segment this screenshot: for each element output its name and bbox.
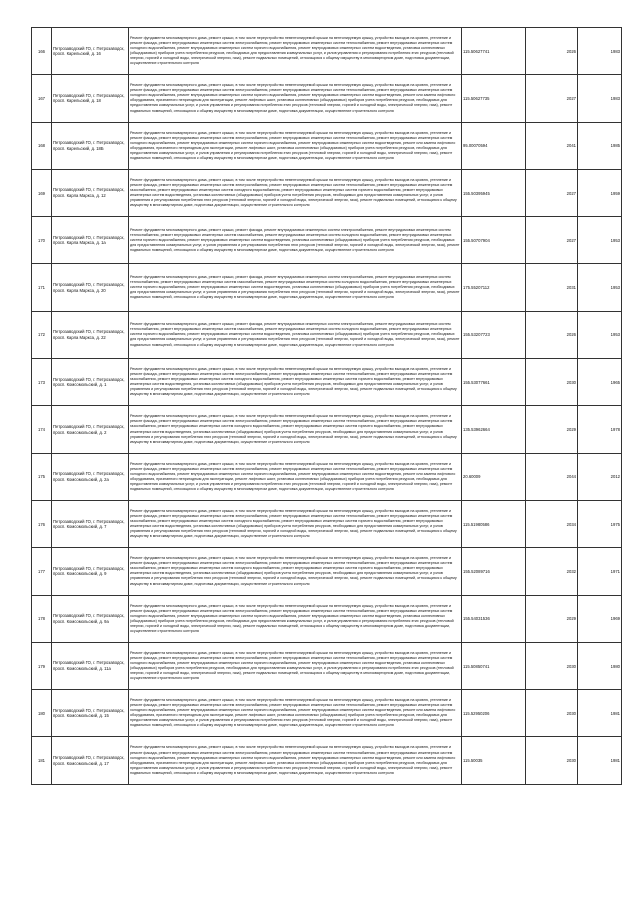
row-sum: 155.50707904 — [462, 217, 526, 264]
row-build-year: 1980 — [578, 642, 622, 689]
row-address: Петрозаводский ГО, г. Петрозаводск, просп. Комсомольский, д. 2 — [52, 406, 129, 453]
row-build-year: 1953 — [578, 264, 622, 311]
row-sum: 175.55207112 — [462, 264, 526, 311]
table-row — [32, 311, 622, 358]
table-row — [32, 737, 622, 784]
table-row — [32, 75, 622, 122]
row-sum: 115.51980586 — [462, 500, 526, 547]
row-sum: 115.50627735 — [462, 75, 526, 122]
row-plan-year: 2027 — [526, 169, 578, 216]
row-plan-year: 2034 — [526, 500, 578, 547]
capital-repair-table — [31, 27, 622, 785]
row-number: 174 — [32, 406, 52, 453]
row-build-year: 1959 — [578, 169, 622, 216]
row-build-year: 1971 — [578, 548, 622, 595]
table-row — [32, 28, 622, 75]
row-address: Петрозаводский ГО, г. Петрозаводск, просп. Комсомольский, д. 11а — [52, 642, 129, 689]
row-sum: 155.52089716 — [462, 548, 526, 595]
row-address: Петрозаводский ГО, г. Петрозаводск, просп. Комсомольский, д. 7 — [52, 500, 129, 547]
table-row — [32, 217, 622, 264]
row-sum: 115.50627741 — [462, 28, 526, 75]
row-sum: 155.54031536 — [462, 595, 526, 642]
row-plan-year: 2030 — [526, 690, 578, 737]
row-works: Ремонт фундамента многоквартирного дома, ремонт крыши, в том числе переустройство невентилируемой крыши на вентилируемую крышу, устройство выходов на кровлю, утепление и ремонт фасада, ремонт внутридомовых инженерных систем электроснабжения, ремонт внутридомовых инженерных систем теплоснабжения, ремонт внутридомовых инженерных систем газоснабжения, ремонт внутридомовых инженерных систем холодного водоснабжения, ремонт внутридомовых инженерных систем горячего водоснабжения, ремонт внутридомовых инженерных систем водоотведения, установка коллективных (общедомовых) приборов учета потребления ресурсов, необходимых для предоставления коммунальных услуг, и узлов управления и регулирования потребления этих ресурсов (тепловой энергии, горячей и холодной воды, электрической энергии, газа), ремонт подвальных помещений, относящихся к общему имуществу в многоквартирном доме, подготовка документации, осуществление строительного контроля — [129, 500, 462, 547]
row-address: Петрозаводский ГО, г. Петрозаводск, просп. Комсомольский, д. 9а — [52, 595, 129, 642]
row-number: 173 — [32, 359, 52, 406]
row-address: Петрозаводский ГО, г. Петрозаводск, просп. Комсомольский, д. 9 — [52, 548, 129, 595]
row-address: Петрозаводский ГО, г. Петрозаводск, просп. Карла Маркса, д. 12 — [52, 169, 129, 216]
row-plan-year: 2030 — [526, 642, 578, 689]
row-sum: 155.53207723 — [462, 311, 526, 358]
row-address: Петрозаводский ГО, г. Петрозаводск, просп. Карельский, д. 18 — [52, 75, 129, 122]
row-address: Петрозаводский ГО, г. Петрозаводск, просп. Комсомольский, д. 17 — [52, 737, 129, 784]
row-build-year: 1975 — [578, 500, 622, 547]
row-number: 180 — [32, 690, 52, 737]
row-plan-year: 2029 — [526, 406, 578, 453]
row-plan-year: 2031 — [526, 264, 578, 311]
row-works: Ремонт фундамента многоквартирного дома, ремонт крыши, в том числе переустройство невентилируемой крыши на вентилируемую крышу, устройство выходов на кровлю, утепление и ремонт фасада, ремонт внутридомовых инженерных систем электроснабжения, ремонт внутридомовых инженерных систем теплоснабжения, ремонт внутридомовых инженерных систем холодного водоснабжения, ремонт внутридомовых инженерных систем горячего водоснабжения, ремонт внутридомовых инженерных систем водоотведения, ремонт или замена лифтового оборудования, признанного непригодным для эксплуатации, ремонт лифтовых шахт, установка коллективных (общедомовых) приборов учета потребления ресурсов, необходимых для предоставления коммунальных услуг, и узлов управления и регулирования потребления этих ресурсов (тепловой энергии, горячей и холодной воды, электрической энергии, газа), ремонт подвальных помещений, относящихся к общему имуществу в многоквартирном доме, подготовка документации, осуществление строительного контроля — [129, 75, 462, 122]
row-plan-year: 2026 — [526, 311, 578, 358]
row-works: Ремонт фундамента многоквартирного дома, ремонт крыши, в том числе переустройство невентилируемой крыши на вентилируемую крышу, устройство выходов на кровлю, утепление и ремонт фасада, ремонт внутридомовых инженерных систем электроснабжения, ремонт внутридомовых инженерных систем теплоснабжения, ремонт внутридомовых инженерных систем холодного водоснабжения, ремонт внутридомовых инженерных систем горячего водоснабжения, ремонт внутридомовых инженерных систем водоотведения, ремонт или замена лифтового оборудования, признанного непригодным для эксплуатации, ремонт лифтовых шахт, установка коллективных (общедомовых) приборов учета потребления ресурсов, необходимых для предоставления коммунальных услуг, и узлов управления и регулирования потребления этих ресурсов (тепловой энергии, горячей и холодной воды, электрической энергии, газа), ремонт подвальных помещений, относящихся к общему имуществу в многоквартирном доме, подготовка документации, осуществление строительного контроля — [129, 122, 462, 169]
row-address: Петрозаводский ГО, г. Петрозаводск, просп. Комсомольский, д. 1 — [52, 359, 129, 406]
row-sum: 155.50395945 — [462, 169, 526, 216]
row-works: Ремонт фундамента многоквартирного дома, ремонт крыши, в том числе переустройство невентилируемой крыши на вентилируемую крышу, устройство выходов на кровлю, утепление и ремонт фасада, ремонт внутридомовых инженерных систем электроснабжения, ремонт внутридомовых инженерных систем теплоснабжения, ремонт внутридомовых инженерных систем газоснабжения, ремонт внутридомовых инженерных систем холодного водоснабжения, ремонт внутридомовых инженерных систем горячего водоснабжения, ремонт внутридомовых инженерных систем водоотведения, установка коллективных (общедомовых) приборов учета потребления ресурсов, необходимых для предоставления коммунальных услуг, и узлов управления и регулирования потребления этих ресурсов (тепловой энергии, горячей и холодной воды, электрической энергии, газа), ремонт подвальных помещений, относящихся к общему имуществу в многоквартирном доме, подготовка документации, осуществление строительного контроля — [129, 359, 462, 406]
table-row — [32, 264, 622, 311]
row-works: Ремонт фундамента многоквартирного дома, ремонт крыши, в том числе переустройство невентилируемой крыши на вентилируемую крышу, устройство выходов на кровлю, утепление и ремонт фасада, ремонт внутридомовых инженерных систем электроснабжения, ремонт внутридомовых инженерных систем теплоснабжения, ремонт внутридомовых инженерных систем холодного водоснабжения, ремонт внутридомовых инженерных систем горячего водоснабжения, ремонт внутридомовых инженерных систем водоотведения, ремонт или замена лифтового оборудования, признанного непригодным для эксплуатации, ремонт лифтовых шахт, установка коллективных (общедомовых) приборов учета потребления ресурсов, необходимых для предоставления коммунальных услуг, и узлов управления и регулирования потребления этих ресурсов (тепловой энергии, горячей и холодной воды, электрической энергии, газа), ремонт подвальных помещений, относящихся к общему имуществу в многоквартирном доме, подготовка документации, осуществление строительного контроля — [129, 690, 462, 737]
table-row — [32, 595, 622, 642]
row-number: 170 — [32, 217, 52, 264]
row-number: 177 — [32, 548, 52, 595]
row-address: Петрозаводский ГО, г. Петрозаводск, просп. Карла Маркса, д. 1а — [52, 217, 129, 264]
row-plan-year: 2044 — [526, 453, 578, 500]
row-build-year: 1983 — [578, 75, 622, 122]
row-number: 178 — [32, 595, 52, 642]
row-works: Ремонт фундамента многоквартирного дома, ремонт крыши, в том числе переустройство невентилируемой крыши на вентилируемую крышу, устройство выходов на кровлю, утепление и ремонт фасада, ремонт внутридомовых инженерных систем электроснабжения, ремонт внутридомовых инженерных систем теплоснабжения, ремонт внутридомовых инженерных систем холодного водоснабжения, ремонт внутридомовых инженерных систем горячего водоснабжения, ремонт внутридомовых инженерных систем водоотведения, ремонт или замена лифтового оборудования, признанного непригодным для эксплуатации, ремонт лифтовых шахт, установка коллективных (общедомовых) приборов учета потребления ресурсов, необходимых для предоставления коммунальных услуг, и узлов управления и регулирования потребления этих ресурсов (тепловой энергии, горячей и холодной воды, электрической энергии, газа), ремонт подвальных помещений, относящихся к общему имуществу в многоквартирном доме, подготовка документации, осуществление строительного контроля — [129, 453, 462, 500]
row-plan-year: 2029 — [526, 595, 578, 642]
row-address: Петрозаводский ГО, г. Петрозаводск, просп. Комсомольский, д. 2а — [52, 453, 129, 500]
row-works: Ремонт фундамента многоквартирного дома, ремонт крыши, в том числе переустройство невентилируемой крыши на вентилируемую крышу, устройство выходов на кровлю, утепление и ремонт фасада, ремонт внутридомовых инженерных систем электроснабжения, ремонт внутридомовых инженерных систем теплоснабжения, ремонт внутридомовых инженерных систем холодного водоснабжения, ремонт внутридомовых инженерных систем горячего водоснабжения, ремонт внутридомовых инженерных систем водоотведения, установка коллективных (общедомовых) приборов учета потребления ресурсов, необходимых для предоставления коммунальных услуг, и узлов управления и регулирования потребления этих ресурсов (тепловой энергии, горячей и холодной воды, электрической энергии, газа), ремонт подвальных помещений, относящихся к общему имуществу в многоквартирном доме, подготовка документации, осуществление строительного контроля — [129, 642, 462, 689]
row-works: Ремонт фундамента многоквартирного дома, ремонт крыши, в том числе переустройство невентилируемой крыши на вентилируемую крышу, устройство выходов на кровлю, утепление и ремонт фасада, ремонт внутридомовых инженерных систем электроснабжения, ремонт внутридомовых инженерных систем теплоснабжения, ремонт внутридомовых инженерных систем холодного водоснабжения, ремонт внутридомовых инженерных систем горячего водоснабжения, ремонт внутридомовых инженерных систем водоотведения, установка коллективных (общедомовых) приборов учета потребления ресурсов, необходимых для предоставления коммунальных услуг, и узлов управления и регулирования потребления этих ресурсов (тепловой энергии, горячей и холодной воды, электрической энергии, газа), ремонт подвальных помещений, относящихся к общему имуществу в многоквартирном доме, подготовка документации, осуществление строительного контроля — [129, 28, 462, 75]
row-build-year: 1978 — [578, 406, 622, 453]
row-build-year: 1985 — [578, 122, 622, 169]
row-works: Ремонт фундамента многоквартирного дома, ремонт крыши, в том числе переустройство невентилируемой крыши на вентилируемую крышу, устройство выходов на кровлю, утепление и ремонт фасада, ремонт внутридомовых инженерных систем электроснабжения, ремонт внутридомовых инженерных систем теплоснабжения, ремонт внутридомовых инженерных систем газоснабжения, ремонт внутридомовых инженерных систем холодного водоснабжения, ремонт внутридомовых инженерных систем горячего водоснабжения, ремонт внутридомовых инженерных систем водоотведения, установка коллективных (общедомовых) приборов учета потребления ресурсов, необходимых для предоставления коммунальных услуг, и узлов управления и регулирования потребления этих ресурсов (тепловой энергии, горячей и холодной воды, электрической энергии, газа), ремонт подвальных помещений, относящихся к общему имуществу в многоквартирном доме, подготовка документации, осуществление строительного контроля — [129, 548, 462, 595]
row-sum: 20.60009 — [462, 453, 526, 500]
row-address: Петрозаводский ГО, г. Петрозаводск, просп. Комсомольский, д. 15 — [52, 690, 129, 737]
row-address: Петрозаводский ГО, г. Петрозаводск, просп. Карельский, д. 18Б — [52, 122, 129, 169]
row-number: 176 — [32, 500, 52, 547]
row-works: Ремонт фундамента многоквартирного дома, ремонт крыши, ремонт фасада, ремонт внутридомовых инженерных систем электроснабжения, ремонт внутридомовых инженерных систем теплоснабжения, ремонт внутридомовых инженерных систем газоснабжения, ремонт внутридомовых инженерных систем холодного водоснабжения, ремонт внутридомовых инженерных систем горячего водоснабжения, ремонт внутридомовых инженерных систем водоотведения, установка коллективных (общедомовых) приборов учета потребления ресурсов, необходимых для предоставления коммунальных услуг, и узлов управления и регулирования потребления этих ресурсов (тепловой энергии, горячей и холодной воды, электрической энергии, газа), ремонт подвальных помещений, относящихся к общему имуществу в многоквартирном доме, подготовка документации, осуществление строительного контроля — [129, 264, 462, 311]
row-address: Петрозаводский ГО, г. Петрозаводск, просп. Карла Маркса, д. 22 — [52, 311, 129, 358]
table-row — [32, 642, 622, 689]
row-plan-year: 2030 — [526, 359, 578, 406]
row-number: 181 — [32, 737, 52, 784]
table-row — [32, 453, 622, 500]
row-build-year: 1965 — [578, 359, 622, 406]
row-number: 172 — [32, 311, 52, 358]
row-sum: 95.00070594 — [462, 122, 526, 169]
table-row — [32, 500, 622, 547]
row-number: 171 — [32, 264, 52, 311]
row-works: Ремонт фундамента многоквартирного дома, ремонт крыши, в том числе переустройство невентилируемой крыши на вентилируемую крышу, устройство выходов на кровлю, утепление и ремонт фасада, ремонт внутридомовых инженерных систем электроснабжения, ремонт внутридомовых инженерных систем теплоснабжения, ремонт внутридомовых инженерных систем газоснабжения, ремонт внутридомовых инженерных систем холодного водоснабжения, ремонт внутридомовых инженерных систем горячего водоснабжения, ремонт внутридомовых инженерных систем водоотведения, установка коллективных (общедомовых) приборов учета потребления ресурсов, необходимых для предоставления коммунальных услуг, и узлов управления и регулирования потребления этих ресурсов (тепловой энергии, горячей и холодной воды, электрической энергии, газа), ремонт подвальных помещений, относящихся к общему имуществу в многоквартирном доме, подготовка документации, осуществление строительного контроля — [129, 406, 462, 453]
row-plan-year: 2027 — [526, 75, 578, 122]
row-number: 169 — [32, 169, 52, 216]
row-works: Ремонт фундамента многоквартирного дома, ремонт крыши, в том числе переустройство невентилируемой крыши на вентилируемую крышу, устройство выходов на кровлю, утепление и ремонт фасада, ремонт внутридомовых инженерных систем электроснабжения, ремонт внутридомовых инженерных систем теплоснабжения, ремонт внутридомовых инженерных систем холодного водоснабжения, ремонт внутридомовых инженерных систем горячего водоснабжения, ремонт внутридомовых инженерных систем водоотведения, установка коллективных (общедомовых) приборов учета потребления ресурсов, необходимых для предоставления коммунальных услуг, и узлов управления и регулирования потребления этих ресурсов (тепловой энергии, горячей и холодной воды, электрической энергии, газа), ремонт подвальных помещений, относящихся к общему имуществу в многоквартирном доме, подготовка документации, осуществление строительного контроля — [129, 595, 462, 642]
row-works: Ремонт фундамента многоквартирного дома, ремонт крыши, в том числе переустройство невентилируемой крыши на вентилируемую крышу, устройство выходов на кровлю, утепление и ремонт фасада, ремонт внутридомовых инженерных систем электроснабжения, ремонт внутридомовых инженерных систем теплоснабжения, ремонт внутридомовых инженерных систем холодного водоснабжения, ремонт внутридомовых инженерных систем горячего водоснабжения, ремонт внутридомовых инженерных систем водоотведения, ремонт или замена лифтового оборудования, признанного непригодным для эксплуатации, ремонт лифтовых шахт, установка коллективных (общедомовых) приборов учета потребления ресурсов, необходимых для предоставления коммунальных услуг, и узлов управления и регулирования потребления этих ресурсов (тепловой энергии, горячей и холодной воды, электрической энергии, газа), ремонт подвальных помещений, относящихся к общему имуществу в многоквартирном доме, подготовка документации, осуществление строительного контроля — [129, 737, 462, 784]
table-row — [32, 406, 622, 453]
row-build-year: 1981 — [578, 737, 622, 784]
row-build-year: 1983 — [578, 28, 622, 75]
row-number: 167 — [32, 75, 52, 122]
row-works: Ремонт фундамента многоквартирного дома, ремонт крыши, в том числе переустройство невентилируемой крыши на вентилируемую крышу, устройство выходов на кровлю, утепление и ремонт фасада, ремонт внутридомовых инженерных систем электроснабжения, ремонт внутридомовых инженерных систем теплоснабжения, ремонт внутридомовых инженерных систем газоснабжения, ремонт внутридомовых инженерных систем холодного водоснабжения, ремонт внутридомовых инженерных систем горячего водоснабжения, ремонт внутридомовых инженерных систем водоотведения, установка коллективных (общедомовых) приборов учета потребления ресурсов, необходимых для предоставления коммунальных услуг, и узлов управления и регулирования потребления этих ресурсов (тепловой энергии, горячей и холодной воды, электрической энергии, газа), ремонт подвальных помещений, относящихся к общему имуществу в многоквартирном доме, подготовка документации, осуществление строительного контроля — [129, 169, 462, 216]
row-build-year: 1953 — [578, 311, 622, 358]
row-plan-year: 2032 — [526, 548, 578, 595]
row-number: 168 — [32, 122, 52, 169]
table-row — [32, 548, 622, 595]
row-sum: 115.52950206 — [462, 690, 526, 737]
row-address: Петрозаводский ГО, г. Петрозаводск, просп. Карла Маркса, д. 20 — [52, 264, 129, 311]
row-sum: 115.50850741 — [462, 642, 526, 689]
row-plan-year: 2027 — [526, 217, 578, 264]
row-number: 175 — [32, 453, 52, 500]
row-build-year: 2012 — [578, 453, 622, 500]
row-works: Ремонт фундамента многоквартирного дома, ремонт крыши, ремонт фасада, ремонт внутридомовых инженерных систем электроснабжения, ремонт внутридомовых инженерных систем теплоснабжения, ремонт внутридомовых инженерных систем газоснабжения, ремонт внутридомовых инженерных систем холодного водоснабжения, ремонт внутридомовых инженерных систем горячего водоснабжения, ремонт внутридомовых инженерных систем водоотведения, установка коллективных (общедомовых) приборов учета потребления ресурсов, необходимых для предоставления коммунальных услуг, и узлов управления и регулирования потребления этих ресурсов (тепловой энергии, горячей и холодной воды, электрической энергии, газа), ремонт подвальных помещений, относящихся к общему имуществу в многоквартирном доме, подготовка документации, осуществление строительного контроля — [129, 217, 462, 264]
row-works: Ремонт фундамента многоквартирного дома, ремонт крыши, ремонт фасада, ремонт внутридомовых инженерных систем электроснабжения, ремонт внутридомовых инженерных систем теплоснабжения, ремонт внутридомовых инженерных систем газоснабжения, ремонт внутридомовых инженерных систем холодного водоснабжения, ремонт внутридомовых инженерных систем горячего водоснабжения, ремонт внутридомовых инженерных систем водоотведения, установка коллективных (общедомовых) приборов учета потребления ресурсов, необходимых для предоставления коммунальных услуг, и узлов управления и регулирования потребления этих ресурсов (тепловой энергии, горячей и холодной воды, электрической энергии, газа), ремонт подвальных помещений, относящихся к общему имуществу в многоквартирном доме, подготовка документации, осуществление строительного контроля — [129, 311, 462, 358]
table-row — [32, 359, 622, 406]
row-build-year: 1969 — [578, 595, 622, 642]
row-sum: 135.53962664 — [462, 406, 526, 453]
row-sum: 115.50035 — [462, 737, 526, 784]
table-body — [32, 28, 622, 785]
row-number: 179 — [32, 642, 52, 689]
row-plan-year: 2030 — [526, 737, 578, 784]
table-row — [32, 690, 622, 737]
row-number: 166 — [32, 28, 52, 75]
row-plan-year: 2026 — [526, 28, 578, 75]
row-build-year: 1953 — [578, 217, 622, 264]
table-row — [32, 169, 622, 216]
row-sum: 155.53077661 — [462, 359, 526, 406]
row-plan-year: 2041 — [526, 122, 578, 169]
row-address: Петрозаводский ГО, г. Петрозаводск, просп. Карельский, д. 16 — [52, 28, 129, 75]
row-build-year: 1981 — [578, 690, 622, 737]
table-row — [32, 122, 622, 169]
